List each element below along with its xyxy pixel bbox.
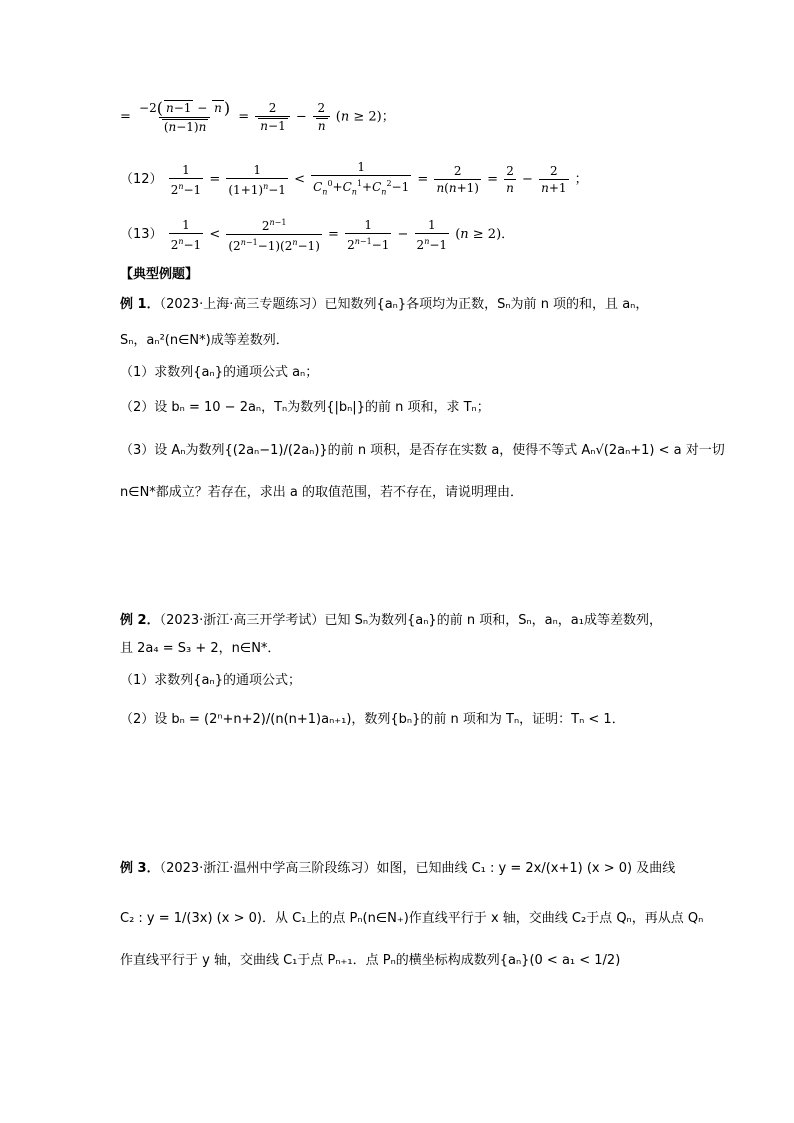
example-1-stem-line-1	[120, 296, 648, 314]
example-3-stem-line-1	[120, 860, 675, 878]
example-2-stem-line-1	[120, 612, 662, 630]
item-12-label: （12）	[120, 172, 163, 188]
example-1-stem-b: Sₙ，aₙ²(n∈N*)成等差数列．	[120, 333, 289, 348]
example-1-label: 例 1．	[120, 297, 160, 312]
item-13-label: （13）	[120, 227, 163, 242]
example-2-q1: （1）求数列{aₙ}的通项公式；	[120, 673, 301, 688]
example-3-stem-line-3: 作直线平行于 y 轴，交曲线 C₁于点 Pₙ₊₁．点 Pₙ的横坐标构成数列{aₙ}(0 < a₁ < 1/2)	[120, 953, 621, 968]
example-1-q2: （2）设 bₙ = 10 − 2aₙ，Tₙ为数列{|bₙ|}的前 n 项和，求 Tₙ；	[120, 400, 490, 415]
example-1-source: （2023·上海·高三专题练习）	[159, 297, 325, 312]
example-2-stem-a: 已知 Sₙ为数列{aₙ}的前 n 项和，Sₙ，aₙ，a₁成等差数列，	[324, 613, 662, 628]
example-2-stem-b: 且 2a₄ = S₃ + 2，n∈N*．	[120, 641, 281, 656]
example-3-stem-a: 如图，已知曲线 C₁ : y = 2x/(x+1) (x > 0) 及曲线	[376, 861, 676, 876]
section-title: 【典型例题】	[120, 267, 199, 282]
example-3-label: 例 3．	[120, 861, 160, 876]
example-1-q3-line-2: n∈N*都成立？若存在，求出 a 的取值范围，若不存在，请说明理由．	[120, 485, 524, 500]
example-2-label: 例 2．	[120, 613, 160, 628]
example-2-source: （2023·浙江·高三开学考试）	[159, 613, 325, 628]
example-1-q3-line-1: （3）设 Aₙ为数列{(2aₙ−1)/(2aₙ)}的前 n 项积，是否存在实数 a，使得不等式 Aₙ√(2aₙ+1) < a 对一切	[120, 443, 725, 458]
example-1-q1: （1）求数列{aₙ}的通项公式 aₙ；	[120, 365, 319, 380]
example-2-q2: （2）设 bₙ = (2ⁿ+n+2)/(n(n+1)aₙ₊₁)，数列{bₙ}的前 n 项和为 Tₙ，证明：Tₙ < 1．	[120, 712, 625, 727]
example-3-source: （2023·浙江·温州中学高三阶段练习）	[159, 861, 377, 876]
formula-line-1: = $\frac{-2( n-1 - n )}{(n-1)n}$ = $\frac{2}{n-1}$ − $\frac{2}{n}$ (n ≥ 2)；	[120, 98, 395, 134]
formula-item-12: （12） $\frac{1}{2^n-1}$ = $\frac{1}{(1+1)^n-1}$ < $\frac{1}{C_n^0+C_n^1+C_n^2-1}$ = $\frac{2}{n(n+1)}$ = $\frac{2}{n}$ − $\frac{2}{n+1}$ ；	[120, 160, 588, 199]
formula-item-13: （13） $\frac{1}{2^n-1}$ < $\frac{2^{n-1}}{(2^{n-1}-1)(2^n-1)}$ = $\frac{1}{2^{n-1}-1}$ − $\frac{1}{2^n-1}$ (n ≥ 2)．	[120, 217, 515, 253]
example-1-stem-a: 已知数列{aₙ}各项均为正数，Sₙ为前 n 项的和，且 aₙ，	[324, 297, 649, 312]
example-3-stem-line-2: C₂ : y = 1/(3x) (x > 0)．从 C₁上的点 Pₙ(n∈N₊)作直线平行于 x 轴，交曲线 C₂于点 Qₙ，再从点 Qₙ	[120, 911, 704, 926]
